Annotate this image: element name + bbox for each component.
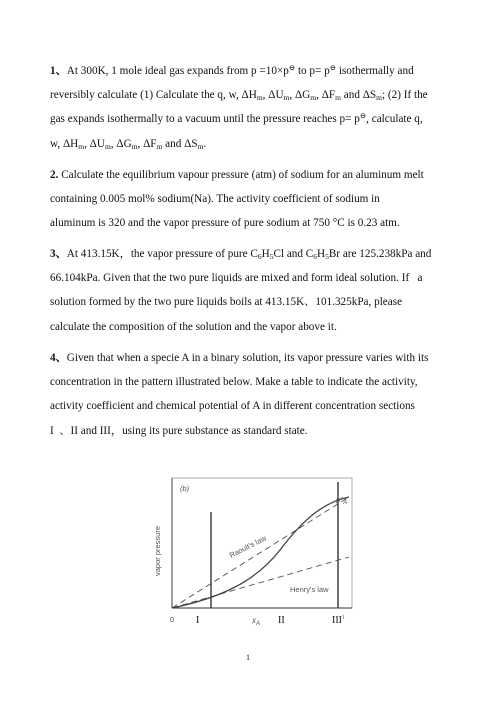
problem-number: 1、: [50, 65, 67, 77]
problem-line: gas expands isothermally to a vacuum until the pressure reaches p= p⊖, calculate q,: [50, 111, 423, 126]
problem-line: concentration in the pattern illustrated below. Make a table to indicate the activity,: [50, 376, 418, 389]
raoult-law-label: Raoult's law: [227, 533, 268, 560]
page-number: 1: [246, 653, 250, 662]
problem-line: reversibly calculate (1) Calculate the q, w, $\Delta H_m$, $\Delta U_m$, $\Delta G_m$, $\Delta F_m$ and $\Delta S_m$; (2) If the: [50, 89, 428, 103]
y-axis-label: vapor pressure: [153, 525, 162, 576]
problem-line: Given that when a specie A in a binary solution, its vapor pressure varies with its: [66, 352, 429, 364]
problem-line: Calculate the equilibrium vapour pressure (atm) of sodium for an aluminum melt: [61, 169, 424, 181]
region-label-III: III$^1$: [332, 615, 345, 626]
panel-label: (b): [180, 484, 190, 493]
curve-end-label: $p^\circ_A$: [336, 495, 348, 506]
problem-line: At 300K, 1 mole ideal gas expands from p =10×p⊖ to p= p⊖ isothermally and: [66, 63, 414, 77]
problem-1: [50, 59, 448, 156]
problem-line: aluminum is 320 and the vapor pressure of pure sodium at 750 °C is 0.23 atm.: [50, 217, 400, 230]
x-axis-label: $x_A$: [252, 616, 261, 627]
region-label-II: II: [278, 615, 285, 626]
problem-line: At 413.15K，the vapor pressure of pure $C_6H_5Cl$ and $C_6H_5Br$ are 125.238kPa and: [66, 248, 432, 261]
problem-number: 2.: [50, 169, 59, 181]
problem-line: containing 0.005 mol% sodium(Na). The activity coefficient of sodium in: [50, 193, 380, 206]
problem-line: solution formed by the two pure liquids boils at 413.15K、101.325kPa, please: [50, 296, 403, 309]
problem-line: activity coefficient and chemical potential of A in different concentration sections: [50, 400, 415, 413]
problem-number: 3、: [50, 248, 67, 260]
problem-line: calculate the composition of the solution and the vapor above it.: [50, 320, 337, 333]
problem-2: [50, 163, 448, 236]
problem-4: [50, 346, 448, 443]
origin-label: 0: [170, 617, 174, 624]
vapor-pressure-figure: [150, 472, 358, 632]
problem-3: [50, 242, 448, 339]
henry-law-line: [172, 557, 349, 608]
problem-line: I 、II and III，using its pure substance as standard state.: [50, 424, 308, 437]
problem-line: 66.104kPa. Given that the two pure liquids are mixed and form ideal solution. If a: [50, 272, 423, 285]
problem-number: 4、: [50, 352, 67, 364]
region-label-I: I: [196, 615, 200, 626]
problem-line: w, $\Delta H_m$, $\Delta U_m$, $\Delta G_m$, $\Delta F_m$ and $\Delta S_m$.: [50, 137, 207, 151]
henry-law-label: Henry's law: [290, 585, 329, 594]
